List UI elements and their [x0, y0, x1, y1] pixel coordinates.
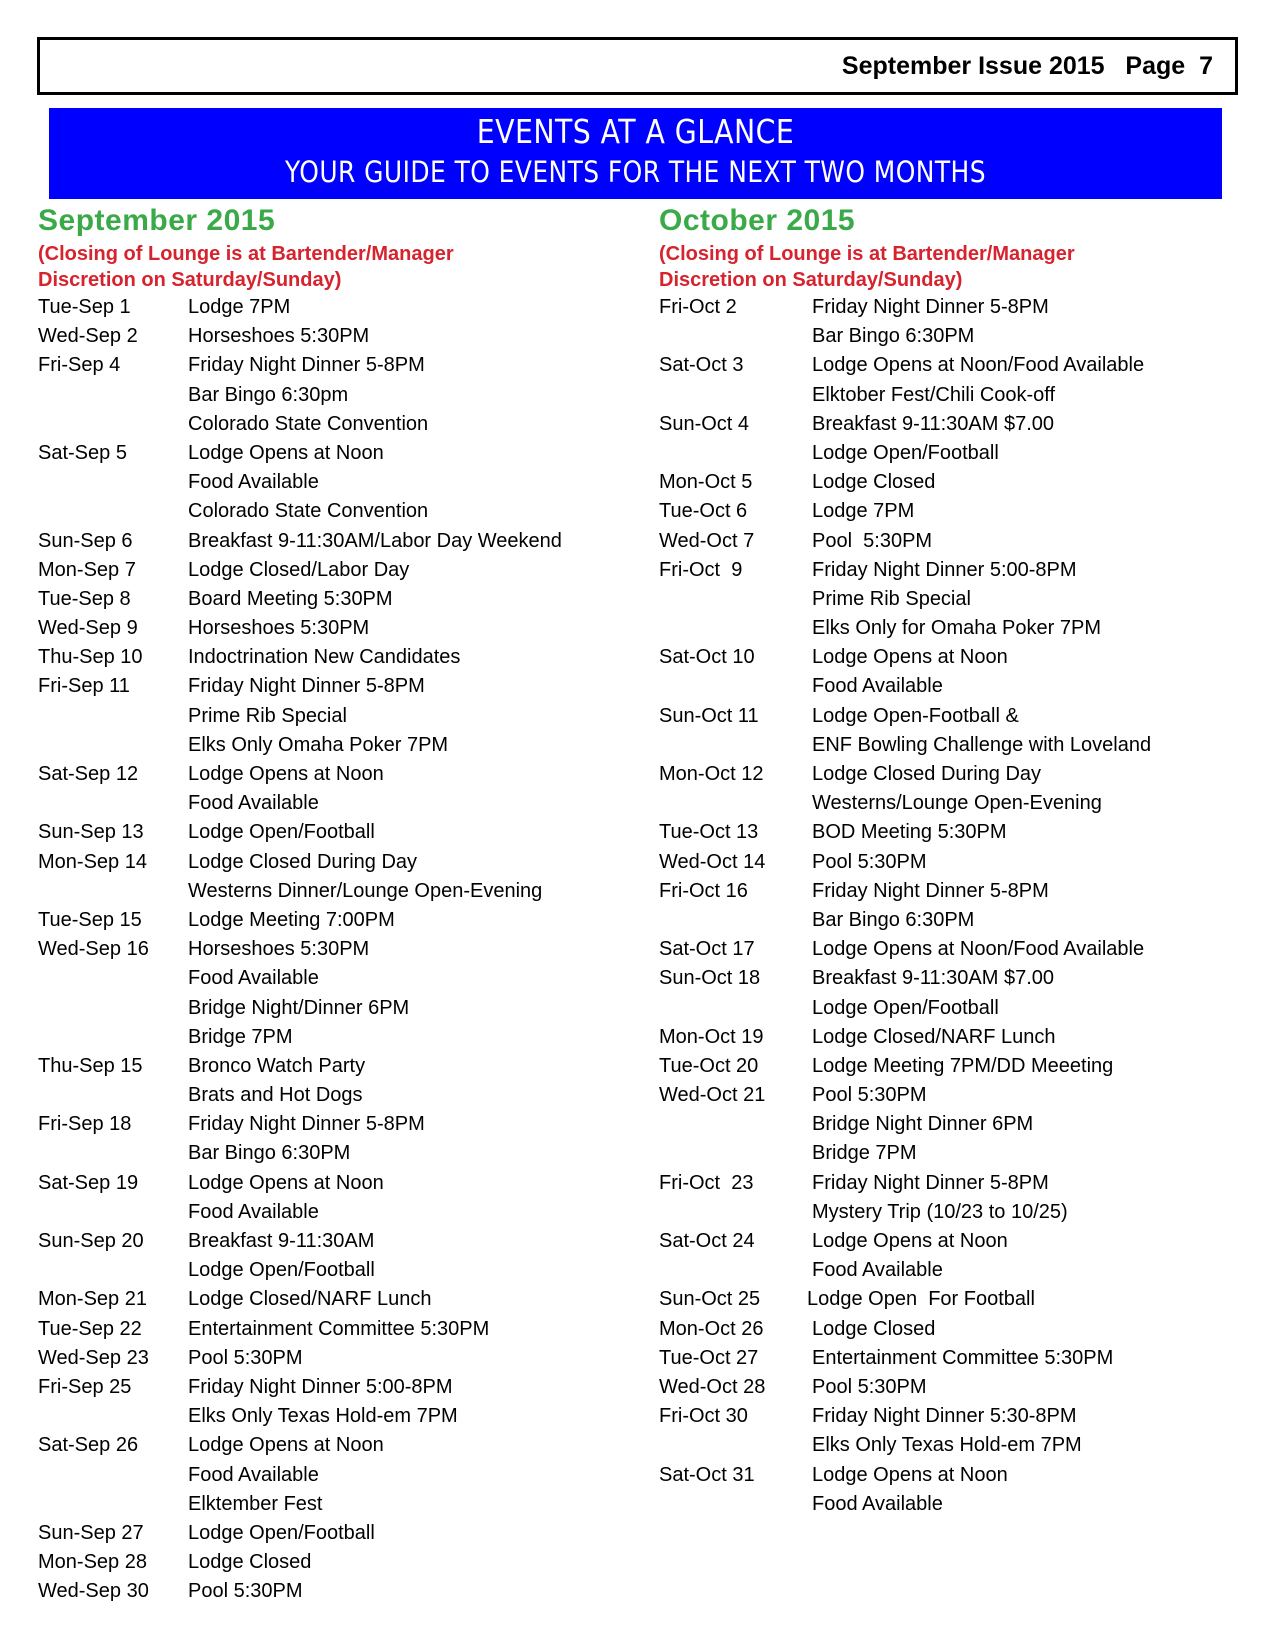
event-date: Wed-Oct 14: [659, 850, 766, 873]
event-date: [38, 731, 188, 760]
event-date: Fri-Oct 2: [659, 296, 737, 318]
event-row: [659, 1315, 1259, 1344]
event-date: Sun-Oct 25: [659, 1288, 761, 1311]
event-row: [659, 789, 1259, 818]
september-note-line2: Discretion on Saturday/Sunday): [38, 269, 342, 291]
event-date: [659, 614, 812, 643]
event-row: [38, 760, 638, 789]
september-title: September 2015: [38, 204, 276, 237]
october-title: October 2015: [659, 204, 856, 237]
event-description: Elks Only Texas Hold-em 7PM: [812, 1434, 1082, 1457]
event-description: Elks Only Texas Hold-em 7PM: [188, 1405, 458, 1428]
event-date: Mon-Oct 5: [659, 471, 753, 494]
event-row: [38, 1344, 638, 1373]
event-date: Sat-Oct 24: [659, 1230, 755, 1252]
event-row: [659, 1081, 1259, 1110]
event-row: [659, 351, 1259, 380]
event-date: [38, 877, 188, 906]
event-date: Tue-Oct 27: [659, 1346, 759, 1369]
banner-subtitle: YOUR GUIDE TO EVENTS FOR THE NEXT TWO MONTHS: [284, 155, 986, 189]
event-row: [38, 1431, 638, 1460]
event-date: [38, 468, 188, 497]
september-event-list: [38, 293, 638, 1606]
event-date: Tue-Oct 13: [659, 821, 759, 844]
event-row: [38, 731, 638, 760]
event-date: [659, 789, 812, 818]
event-description: Food Available: [188, 792, 319, 815]
event-date: Fri-Oct 23: [659, 1171, 754, 1194]
event-row: [659, 614, 1259, 643]
event-description: Lodge Opens at Noon: [188, 1434, 384, 1457]
event-row: [659, 1198, 1259, 1227]
event-description: Horseshoes 5:30PM: [188, 617, 370, 640]
event-row: [659, 1256, 1259, 1285]
event-row: [38, 964, 638, 993]
event-row: [38, 1577, 638, 1606]
event-description: Lodge Open/Football: [188, 1259, 375, 1282]
event-description: Prime Rib Special: [812, 587, 971, 610]
event-row: [659, 585, 1259, 614]
event-description: Lodge Opens at Noon: [812, 1463, 1008, 1486]
event-row: [659, 322, 1259, 351]
event-row: [659, 1285, 1259, 1314]
event-row: [659, 1139, 1259, 1168]
event-date: Thu-Sep 15: [38, 1054, 143, 1077]
event-date: Wed-Sep 30: [38, 1580, 149, 1603]
event-date: Mon-Sep 7: [38, 558, 136, 581]
event-row: [659, 1110, 1259, 1139]
event-date: Fri-Oct 30: [659, 1405, 748, 1428]
event-description: Breakfast 9-11:30AM $7.00: [812, 967, 1054, 990]
event-row: [38, 1139, 638, 1168]
event-description: Friday Night Dinner 5-8PM: [188, 675, 425, 698]
event-date: Tue-Sep 22: [38, 1317, 142, 1340]
event-description: Horseshoes 5:30PM: [188, 325, 370, 348]
event-description: Food Available: [188, 1463, 319, 1486]
page-label: Page: [1125, 52, 1186, 80]
event-description: Lodge Open/Football: [188, 1521, 375, 1544]
event-description: Colorado State Convention: [188, 412, 429, 435]
event-row: [38, 439, 638, 468]
event-date: Tue-Oct 6: [659, 500, 748, 523]
event-row: [659, 468, 1259, 497]
october-note-line2: Discretion on Saturday/Sunday): [659, 269, 963, 291]
event-description: Lodge Closed/NARF Lunch: [812, 1025, 1056, 1048]
page-header: [37, 37, 1238, 95]
event-date: Wed-Sep 2: [38, 325, 138, 348]
event-description: ENF Bowling Challenge with Loveland: [812, 733, 1152, 756]
event-description: Lodge Closed: [188, 1551, 312, 1574]
event-date: Wed-Oct 28: [659, 1375, 766, 1398]
event-row: [659, 1431, 1259, 1460]
event-row: [659, 293, 1259, 322]
event-description: Pool 5:30PM: [812, 529, 933, 552]
event-row: [38, 818, 638, 847]
event-description: Friday Night Dinner 5-8PM: [812, 879, 1049, 902]
event-date: [38, 994, 188, 1023]
event-row: [38, 1285, 638, 1314]
event-description: Lodge Meeting 7PM/DD Meeeting: [812, 1054, 1114, 1077]
event-row: [659, 877, 1259, 906]
event-description: Food Available: [188, 1200, 319, 1223]
event-row: [659, 1373, 1259, 1402]
event-date: Wed-Sep 23: [38, 1346, 149, 1369]
event-row: [659, 381, 1259, 410]
event-date: [38, 410, 188, 439]
event-date: Sun-Oct 11: [659, 704, 759, 727]
event-description: Bridge Night Dinner 6PM: [812, 1113, 1034, 1136]
event-date: [659, 439, 812, 468]
event-description: Bar Bingo 6:30pm: [188, 383, 349, 406]
october-column: [659, 201, 1259, 1519]
event-description: Elks Only for Omaha Poker 7PM: [812, 617, 1101, 640]
september-column: [38, 201, 638, 1606]
event-date: [659, 1431, 812, 1460]
event-description: Bar Bingo 6:30PM: [812, 908, 975, 931]
event-description: Lodge Opens at Noon: [188, 1171, 384, 1194]
october-note-line1: (Closing of Lounge is at Bartender/Manager: [659, 243, 1075, 265]
event-description: Friday Night Dinner 5:00-8PM: [812, 558, 1077, 581]
event-date: Sun-Sep 27: [38, 1521, 144, 1544]
event-date: Mon-Sep 28: [38, 1551, 147, 1574]
event-date: Fri-Oct 16: [659, 879, 748, 902]
event-date: [38, 1402, 188, 1431]
event-date: Sun-Sep 20: [38, 1230, 144, 1252]
event-date: Mon-Sep 21: [38, 1288, 147, 1311]
event-row: [38, 556, 638, 585]
event-date: Sat-Oct 31: [659, 1463, 755, 1486]
event-description: Entertainment Committee 5:30PM: [812, 1346, 1114, 1369]
event-row: [659, 906, 1259, 935]
event-date: Thu-Sep 10: [38, 646, 143, 669]
event-description: Lodge Open/Football: [812, 441, 999, 464]
event-description: Lodge Open-Football &: [812, 704, 1019, 727]
event-row: [38, 702, 638, 731]
event-row: [38, 381, 638, 410]
event-description: BOD Meeting 5:30PM: [812, 821, 1007, 844]
event-row: [659, 556, 1259, 585]
event-row: [38, 848, 638, 877]
event-date: [659, 381, 812, 410]
event-date: Wed-Sep 16: [38, 938, 149, 961]
event-row: [659, 935, 1259, 964]
event-date: Sat-Sep 5: [38, 441, 127, 464]
event-description: Food Available: [812, 1492, 943, 1515]
banner-title: EVENTS AT A GLANCE: [476, 112, 795, 151]
event-row: [659, 1052, 1259, 1081]
event-row: [659, 1402, 1259, 1431]
event-description: Westerns Dinner/Lounge Open-Evening: [188, 879, 543, 902]
event-description: Entertainment Committee 5:30PM: [188, 1317, 490, 1340]
event-description: Bronco Watch Party: [188, 1054, 366, 1077]
event-row: [38, 1023, 638, 1052]
event-description: Elktober Fest/Chili Cook-off: [812, 383, 1056, 406]
event-description: Board Meeting 5:30PM: [188, 587, 393, 610]
event-row: [38, 1402, 638, 1431]
event-row: [38, 410, 638, 439]
event-description: Lodge Meeting 7:00PM: [188, 908, 395, 931]
event-description: Friday Night Dinner 5:30-8PM: [812, 1405, 1077, 1428]
event-date: Wed-Sep 9: [38, 617, 138, 640]
event-row: [38, 1052, 638, 1081]
event-description: Friday Night Dinner 5:00-8PM: [188, 1375, 453, 1398]
event-date: [659, 1110, 812, 1139]
event-description: Bridge Night/Dinner 6PM: [188, 996, 410, 1019]
october-event-list: [659, 293, 1259, 1519]
event-date: [38, 1461, 188, 1490]
event-date: [659, 585, 812, 614]
event-description: Prime Rib Special: [188, 704, 347, 727]
event-description: Westerns/Lounge Open-Evening: [812, 792, 1102, 815]
event-row: [659, 410, 1259, 439]
event-description: Food Available: [812, 675, 943, 698]
event-date: Fri-Sep 18: [38, 1113, 132, 1136]
event-description: Pool 5:30PM: [812, 1375, 927, 1398]
event-row: [38, 293, 638, 322]
event-description: Brats and Hot Dogs: [188, 1084, 363, 1107]
event-row: [38, 877, 638, 906]
event-date: Fri-Sep 4: [38, 354, 121, 377]
event-date: [38, 1198, 188, 1227]
event-date: Mon-Sep 14: [38, 850, 147, 873]
event-row: [38, 1227, 638, 1256]
event-date: [659, 731, 812, 760]
event-date: Fri-Sep 11: [38, 675, 130, 698]
event-row: [659, 439, 1259, 468]
event-date: Sat-Sep 12: [38, 763, 139, 785]
event-description: Lodge Open/Football: [188, 821, 375, 844]
event-date: [38, 702, 188, 731]
event-row: [659, 731, 1259, 760]
event-row: [38, 1461, 638, 1490]
event-description: Food Available: [188, 967, 319, 990]
event-date: Mon-Oct 19: [659, 1025, 764, 1048]
event-date: Tue-Oct 20: [659, 1054, 759, 1077]
event-row: [38, 1081, 638, 1110]
event-description: Lodge Opens at Noon/Food Available: [812, 354, 1145, 377]
event-date: Tue-Sep 8: [38, 587, 131, 610]
event-date: [38, 789, 188, 818]
page-number: 7: [1199, 52, 1213, 80]
event-date: [659, 672, 812, 701]
event-date: Wed-Oct 21: [659, 1084, 766, 1107]
event-row: [38, 1110, 638, 1139]
event-row: [38, 1490, 638, 1519]
event-row: [659, 994, 1259, 1023]
event-description: Lodge Closed/NARF Lunch: [188, 1288, 432, 1311]
event-description: Bar Bingo 6:30PM: [188, 1142, 351, 1165]
event-row: [38, 935, 638, 964]
event-row: [38, 468, 638, 497]
event-description: Pool 5:30PM: [812, 850, 927, 873]
event-date: [38, 1256, 188, 1285]
event-row: [38, 1169, 638, 1198]
event-description: Bar Bingo 6:30PM: [812, 325, 975, 348]
event-description: Pool 5:30PM: [188, 1346, 303, 1369]
event-date: Mon-Oct 26: [659, 1317, 764, 1340]
event-row: [38, 1548, 638, 1577]
event-description: Lodge Closed: [812, 1317, 936, 1340]
event-description: Lodge Closed: [812, 471, 936, 494]
event-date: [659, 994, 812, 1023]
event-date: [659, 322, 812, 351]
event-description: Lodge Closed During Day: [812, 763, 1042, 785]
event-row: [38, 643, 638, 672]
event-description: Lodge Open/Football: [812, 996, 999, 1019]
event-date: Wed-Oct 7: [659, 529, 755, 552]
event-row: [659, 1344, 1259, 1373]
event-date: Sun-Sep 13: [38, 821, 144, 844]
issue-title: September Issue 2015: [841, 52, 1105, 80]
event-row: [38, 322, 638, 351]
event-row: [38, 789, 638, 818]
event-row: [659, 1461, 1259, 1490]
event-date: [38, 1023, 188, 1052]
event-row: [659, 964, 1259, 993]
event-row: [38, 1198, 638, 1227]
event-description: Bridge 7PM: [188, 1025, 293, 1048]
event-description: Colorado State Convention: [188, 500, 429, 523]
event-date: Sat-Oct 10: [659, 646, 755, 669]
event-date: Fri-Sep 25: [38, 1375, 132, 1398]
event-row: [659, 1169, 1259, 1198]
event-date: Sun-Sep 6: [38, 529, 133, 552]
event-row: [38, 672, 638, 701]
event-date: Fri-Oct 9: [659, 558, 743, 581]
event-date: Mon-Oct 12: [659, 763, 764, 785]
event-date: [38, 964, 188, 993]
event-row: [659, 497, 1259, 526]
event-description: Lodge Opens at Noon: [812, 646, 1008, 669]
event-row: [659, 760, 1259, 789]
event-description: Elks Only Omaha Poker 7PM: [188, 733, 449, 756]
event-row: [659, 848, 1259, 877]
event-description: Bridge 7PM: [812, 1142, 917, 1165]
event-date: [38, 1139, 188, 1168]
event-date: Sat-Sep 19: [38, 1171, 139, 1194]
event-row: [38, 1256, 638, 1285]
event-description: Breakfast 9-11:30AM: [188, 1230, 375, 1252]
event-date: [38, 497, 188, 526]
event-row: [38, 614, 638, 643]
event-row: [659, 643, 1259, 672]
event-description: Mystery Trip (10/23 to 10/25): [812, 1200, 1068, 1223]
september-note-line1: (Closing of Lounge is at Bartender/Manager: [38, 243, 454, 265]
event-date: Sat-Sep 26: [38, 1434, 139, 1457]
event-description: Lodge 7PM: [812, 500, 915, 523]
event-row: [38, 497, 638, 526]
event-date: Sat-Oct 17: [659, 938, 755, 961]
event-date: [659, 906, 812, 935]
event-description: Pool 5:30PM: [812, 1084, 927, 1107]
event-row: [659, 672, 1259, 701]
event-date: [38, 1490, 188, 1519]
event-date: [38, 1081, 188, 1110]
event-date: Tue-Sep 1: [38, 296, 131, 318]
event-description: Lodge 7PM: [188, 296, 291, 318]
event-description: Lodge Closed During Day: [188, 850, 418, 873]
event-date: [659, 1490, 812, 1519]
event-description: Lodge Opens at Noon: [188, 763, 384, 785]
events-banner: [49, 108, 1222, 199]
event-row: [38, 1519, 638, 1548]
event-row: [38, 1373, 638, 1402]
event-date: Sun-Oct 18: [659, 967, 761, 990]
event-description: Indoctrination New Candidates: [188, 646, 461, 669]
event-description: Pool 5:30PM: [188, 1580, 303, 1603]
event-description: Lodge Open For Football: [807, 1288, 1035, 1311]
event-row: [659, 1227, 1259, 1256]
event-description: Friday Night Dinner 5-8PM: [188, 354, 425, 377]
event-description: Lodge Closed/Labor Day: [188, 558, 410, 581]
event-date: Sun-Oct 4: [659, 412, 750, 435]
event-description: Elktember Fest: [188, 1492, 323, 1515]
event-description: Lodge Opens at Noon: [188, 441, 384, 464]
event-description: Breakfast 9-11:30AM/Labor Day Weekend: [188, 529, 562, 552]
event-row: [38, 994, 638, 1023]
issue-page-label: [842, 52, 1213, 81]
event-date: [659, 1139, 812, 1168]
event-row: [659, 1023, 1259, 1052]
event-row: [38, 351, 638, 380]
event-row: [659, 702, 1259, 731]
event-description: Lodge Opens at Noon: [812, 1230, 1008, 1252]
event-date: [659, 1198, 812, 1227]
event-row: [38, 585, 638, 614]
event-date: Sat-Oct 3: [659, 354, 744, 377]
event-description: Lodge Opens at Noon/Food Available: [812, 938, 1145, 961]
event-date: Tue-Sep 15: [38, 908, 142, 931]
event-description: Horseshoes 5:30PM: [188, 938, 370, 961]
event-description: Friday Night Dinner 5-8PM: [188, 1113, 425, 1136]
event-description: Food Available: [188, 471, 319, 494]
event-description: Friday Night Dinner 5-8PM: [812, 1171, 1049, 1194]
event-description: Friday Night Dinner 5-8PM: [812, 296, 1049, 318]
event-date: [659, 1256, 812, 1285]
event-description: Food Available: [812, 1259, 943, 1282]
event-row: [38, 1315, 638, 1344]
event-row: [659, 1490, 1259, 1519]
event-row: [659, 818, 1259, 847]
event-row: [38, 906, 638, 935]
event-description: Breakfast 9-11:30AM $7.00: [812, 412, 1054, 435]
event-date: [38, 381, 188, 410]
event-row: [659, 527, 1259, 556]
event-row: [38, 527, 638, 556]
